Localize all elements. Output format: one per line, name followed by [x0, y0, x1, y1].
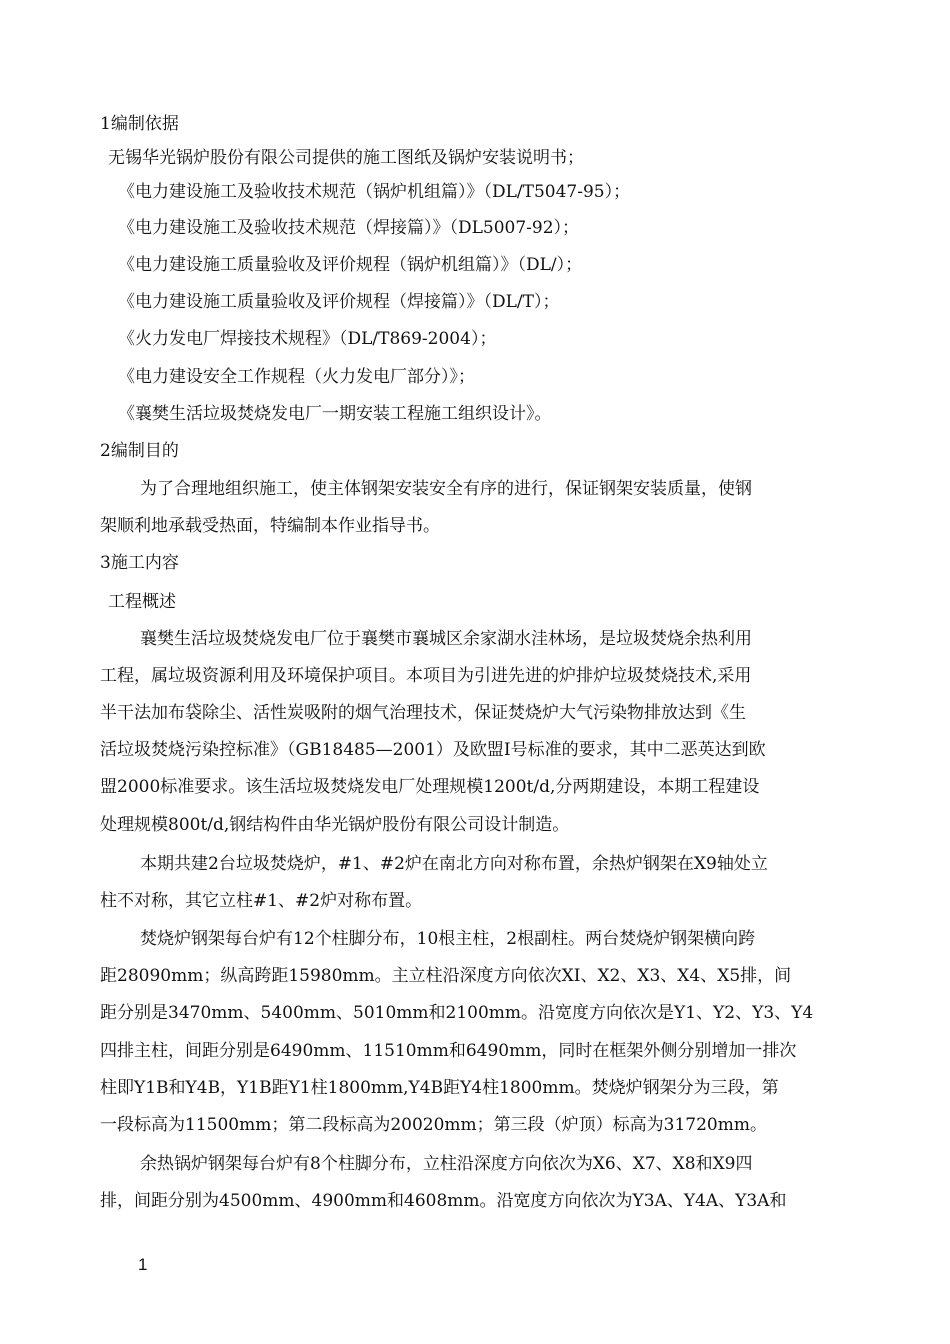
reference-item: 《电力建设施工质量验收及评价规程（锅炉机组篇）》（DL/）；	[118, 255, 583, 275]
paragraph-line: 半干法加布袋除尘、活性炭吸附的烟气治理技术，保证焚烧炉大气污染物排放达到《生	[100, 703, 746, 723]
section-2-heading: 2编制目的	[100, 441, 179, 461]
paragraph-line: 活垃圾焚烧污染控标准》（GB18485—2001）及欧盟Ⅰ号标准的要求，其中二恶英达到欧	[100, 740, 766, 760]
reference-item: 《电力建设施工及验收技术规范（锅炉机组篇）》（DL/T5047-95）；	[118, 182, 631, 202]
paragraph-line: 一段标高为11500mm；第二段标高为20020mm；第三段（炉顶）标高为31720mm。	[100, 1115, 767, 1135]
reference-item: 《电力建设施工质量验收及评价规程（焊接篇）》（DL/T）；	[118, 292, 560, 312]
paragraph-line: 焚烧炉钢架每台炉有12个柱脚分布，10根主柱，2根副柱。两台焚烧炉钢架横向跨	[140, 929, 756, 949]
reference-item: 《火力发电厂焊接技术规程》（DL/T869-2004）；	[118, 329, 497, 349]
section-1-heading: 1编制依据	[100, 114, 179, 134]
reference-item: 《电力建设施工及验收技术规范（焊接篇）》（DL5007-92）；	[118, 218, 580, 238]
subsection-heading: 工程概述	[108, 592, 176, 612]
paragraph-line: 距分别是3470mm、5400mm、5010mm和2100mm。沿宽度方向依次是Y1、Y2、Y3、Y4	[100, 1003, 814, 1023]
paragraph-line: 为了合理地组织施工，使主体钢架安装安全有序的进行，保证钢架安装质量，使钢	[140, 479, 752, 499]
paragraph-line: 排，间距分别为4500mm、4900mm和4608mm。沿宽度方向依次为Y3A、Y4A、Y3A和	[100, 1191, 787, 1211]
reference-item: 《电力建设安全工作规程（火力发电厂部分）》；	[118, 367, 475, 387]
paragraph-line: 柱即Y1B和Y4B，Y1B距Y1柱1800mm,Y4B距Y4柱1800mm。焚烧炉钢架分为三段，第	[100, 1078, 779, 1098]
reference-item: 《襄樊生活垃圾焚烧发电厂一期安装工程施工组织设计》。	[118, 404, 552, 424]
paragraph-line: 余热锅炉钢架每台炉有8个柱脚分布，立柱沿深度方向依次为X6、X7、X8和X9四	[140, 1154, 753, 1174]
section-3-heading: 3施工内容	[100, 553, 179, 573]
paragraph-line: 盟2000标准要求。该生活垃圾焚烧发电厂处理规模1200t/d,分两期建设，本期工程建设	[100, 777, 760, 797]
paragraph-line: 柱不对称，其它立柱#1、#2炉对称布置。	[100, 891, 423, 911]
reference-item: 无锡华光锅炉股份有限公司提供的施工图纸及锅炉安装说明书；	[108, 148, 584, 168]
paragraph-line: 处理规模800t/d,钢结构件由华光锅炉股份有限公司设计制造。	[100, 815, 570, 835]
paragraph-line: 本期共建2台垃圾焚烧炉，#1、#2炉在南北方向对称布置，余热炉钢架在X9轴处立	[140, 854, 768, 874]
paragraph-line: 距28090mm；纵高跨距15980mm。主立柱沿深度方向依次XI、X2、X3、X4、X5排，间	[100, 966, 792, 986]
page-number: 1	[138, 1255, 148, 1274]
paragraph-line: 四排主柱，间距分别是6490mm、11510mm和6490mm，同时在框架外侧分别增加一排次	[100, 1041, 797, 1061]
paragraph-line: 襄樊生活垃圾焚烧发电厂位于襄樊市襄城区余家湖水洼林场，是垃圾焚烧余热利用	[140, 629, 752, 649]
paragraph-line: 架顺利地承载受热面，特编制本作业指导书。	[100, 516, 440, 536]
paragraph-line: 工程，属垃圾资源利用及环境保护项目。本项目为引进先进的炉排炉垃圾焚烧技术,采用	[100, 666, 752, 686]
